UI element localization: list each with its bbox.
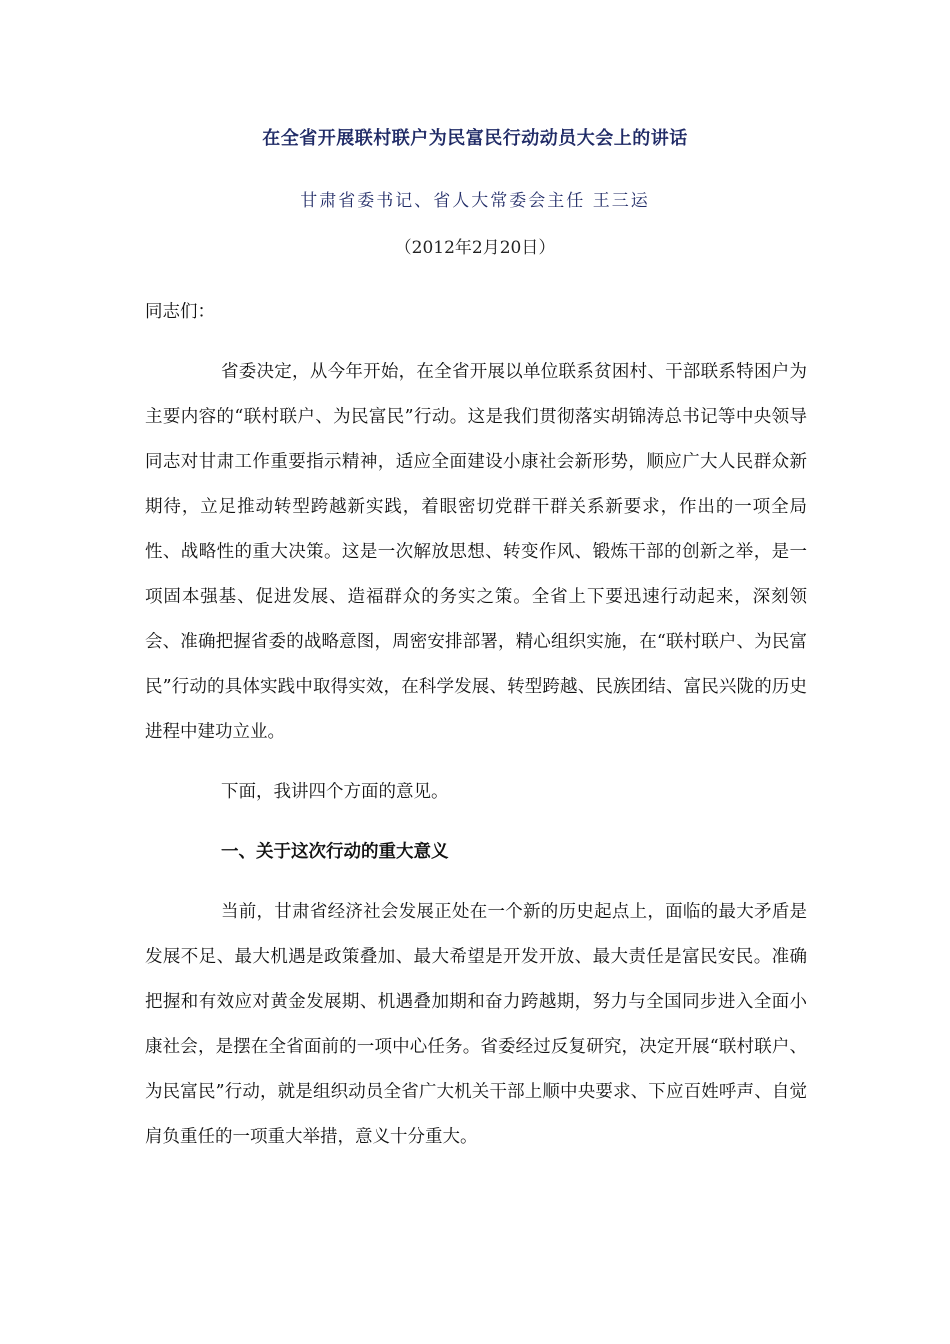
document-title: 在全省开展联村联户为民富民行动动员大会上的讲话 bbox=[262, 128, 688, 149]
speech-date: （2012年2月20日） bbox=[394, 238, 556, 258]
author-line: 甘肃省委书记、省人大常委会主任 王三运 bbox=[300, 191, 650, 211]
paragraph-1: 省委决定，从今年开始，在全省开展以单位联系贫困村、干部联系特困户为主要内容的“联村联户、为民富民”行动。这是我们贯彻落实胡锦涛总书记等中央领导同志对甘肃工作重要指示精神，适应全面建设小康社会新形势，顺应广大人民群众新期待，立足推动转型跨越新实践，着眼密切党群干群关系新要求，作出的一项全局性、战略性的重大决策。这是一次解放思想、转变作风、锻炼干部的创新之举，是一项固本强基、促进发展、造福群众的务实之策。全省上下要迅速行动起来，深刻领会、准确把握省委的战略意图，周密安排部署，精心组织实施，在“联村联户、为民富民”行动的具体实践中取得实效，在科学发展、转型跨越、民族团结、富民兴陇的历史进程中建功立业。 bbox=[145, 362, 807, 742]
paragraph-2: 下面，我讲四个方面的意见。 bbox=[221, 782, 449, 802]
salutation: 同志们： bbox=[145, 302, 215, 322]
paragraph-3: 当前，甘肃省经济社会发展正处在一个新的历史起点上，面临的最大矛盾是发展不足、最大机遇是政策叠加、最大希望是开发开放、最大责任是富民安民。准确把握和有效应对黄金发展期、机遇叠加期和奋力跨越期，努力与全国同步进入全面小康社会，是摆在全省面前的一项中心任务。省委经过反复研究，决定开展“联村联户、为民富民”行动，就是组织动员全省广大机关干部上顺中央要求、下应百姓呼声、自觉肩负重任的一项重大举措，意义十分重大。 bbox=[145, 902, 807, 1147]
section-heading-1: 一、关于这次行动的重大意义 bbox=[221, 842, 449, 862]
